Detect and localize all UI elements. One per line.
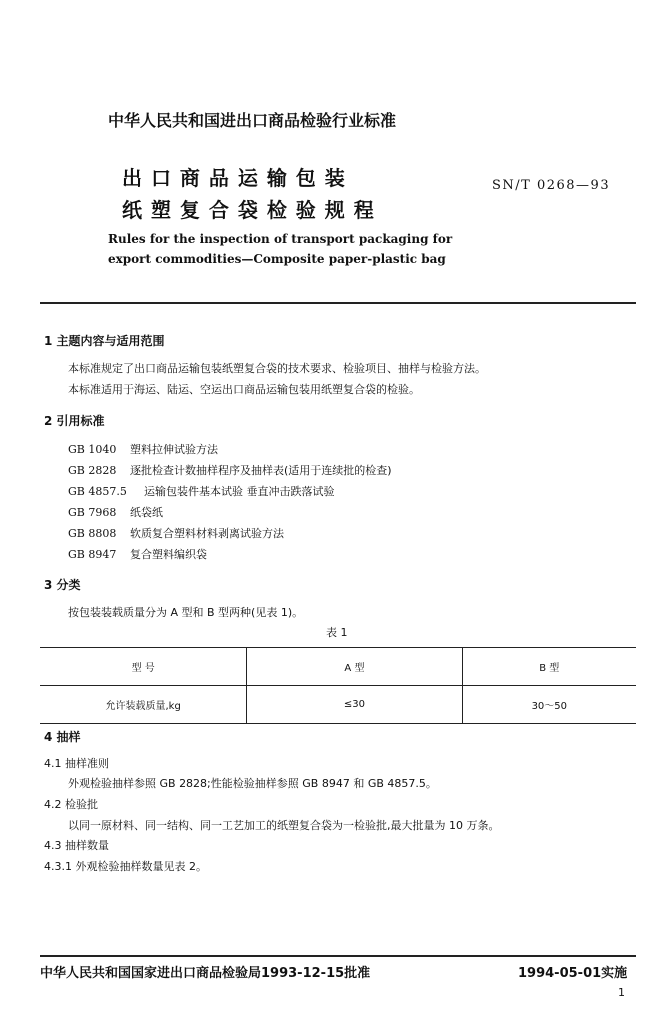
section-1-paragraph-1: 本标准规定了出口商品运输包装纸塑复合袋的技术要求、检验项目、抽样与检验方法。 xyxy=(68,362,486,375)
english-title-line1: Rules for the inspection of transport packaging for xyxy=(108,232,453,246)
page-number: 1 xyxy=(618,986,625,999)
section-3-paragraph: 按包装装载质量分为 A 型和 B 型两种(见表 1)。 xyxy=(68,606,304,619)
reference-item xyxy=(68,526,284,542)
reference-title: 纸袋纸 xyxy=(130,506,163,519)
doc-title-line1: 出 口 商 品 运 输 包 装 xyxy=(122,166,346,190)
footer-divider xyxy=(40,955,636,957)
reference-item xyxy=(68,463,392,479)
section-4-3-1-text: 4.3.1 外观检验抽样数量见表 2。 xyxy=(44,860,207,873)
reference-item xyxy=(68,442,218,458)
section-1-paragraph-2: 本标准适用于海运、陆运、空运出口商品运输包装用纸塑复合袋的检验。 xyxy=(68,383,420,396)
effective-date: 1994-05-01实施 xyxy=(518,966,628,981)
table-header-cell: 型 号 xyxy=(40,648,247,686)
table-cell: 30～50 xyxy=(462,686,636,724)
reference-code: GB 4857.5 xyxy=(68,485,127,498)
reference-code: GB 1040 xyxy=(68,443,117,456)
table-header-row xyxy=(40,648,636,686)
reference-title: 逐批检查计数抽样程序及抽样表(适用于连续批的检查) xyxy=(130,464,392,477)
section-4-1-heading: 4.1 抽样准则 xyxy=(44,757,109,770)
section-4-2-heading: 4.2 检验批 xyxy=(44,798,98,811)
reference-title: 运输包装件基本试验 垂直冲击跌落试验 xyxy=(144,485,335,498)
section-4-3-heading: 4.3 抽样数量 xyxy=(44,839,109,852)
section-3-heading: 3 分类 xyxy=(44,578,81,592)
standard-number: SN/T 0268—93 xyxy=(492,178,611,193)
reference-code: GB 8947 xyxy=(68,548,117,561)
section-4-heading: 4 抽样 xyxy=(44,730,81,744)
table-header-cell: B 型 xyxy=(462,648,636,686)
approval-note: 中华人民共和国国家进出口商品检验局1993-12-15批准 xyxy=(40,966,371,981)
section-4-1-text: 外观检验抽样参照 GB 2828;性能检验抽样参照 GB 8947 和 GB 4857.5。 xyxy=(68,777,437,790)
reference-title: 复合塑料编织袋 xyxy=(130,548,207,561)
table-cell: ≤30 xyxy=(247,686,462,724)
english-title-line2: export commodities—Composite paper-plastic bag xyxy=(108,252,446,266)
classification-table xyxy=(40,647,636,724)
reference-item xyxy=(68,484,335,500)
header-divider xyxy=(40,302,636,304)
issuing-authority: 中华人民共和国进出口商品检验行业标准 xyxy=(108,111,397,130)
reference-code: GB 8808 xyxy=(68,527,117,540)
reference-item xyxy=(68,505,163,521)
table-row xyxy=(40,686,636,724)
doc-title-line2: 纸 塑 复 合 袋 检 验 规 程 xyxy=(122,198,375,222)
section-1-heading: 1 主题内容与适用范围 xyxy=(44,334,165,348)
reference-item xyxy=(68,547,207,563)
reference-code: GB 2828 xyxy=(68,464,117,477)
table-header-cell: A 型 xyxy=(247,648,462,686)
section-2-heading: 2 引用标准 xyxy=(44,414,105,428)
section-4-2-text: 以同一原材料、同一结构、同一工艺加工的纸塑复合袋为一检验批,最大批量为 10 万条。 xyxy=(68,819,500,832)
reference-code: GB 7968 xyxy=(68,506,117,519)
table-1-caption: 表 1 xyxy=(326,626,348,639)
table-cell: 允许装载质量,kg xyxy=(40,686,247,724)
reference-title: 塑料拉伸试验方法 xyxy=(130,443,218,456)
reference-title: 软质复合塑料材料剥离试验方法 xyxy=(130,527,284,540)
